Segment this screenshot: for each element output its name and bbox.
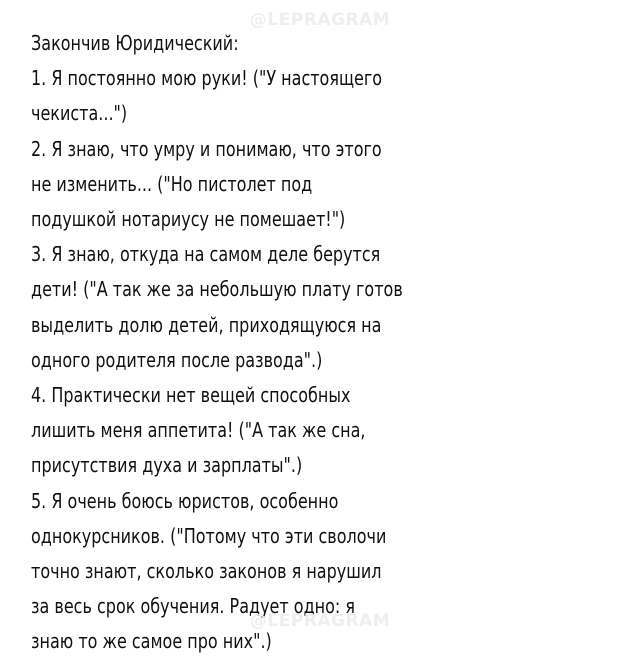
text-line-heading: Закончив Юридический: — [31, 31, 239, 55]
text-line: дети! ("А так же за небольшую плату готов — [31, 277, 403, 302]
text-line: точно знают, сколько законов я нарушил — [31, 559, 382, 584]
text-line: чекиста...") — [31, 101, 128, 126]
text-line: лишить меня аппетита! ("А так же сна, — [31, 418, 366, 443]
text-line: выделить долю детей, приходящуюся на — [31, 312, 382, 337]
text-line: присутствия духа и зарплаты".) — [31, 453, 303, 478]
text-line: 2. Я знаю, что умру и понимаю, что этого — [31, 136, 382, 161]
watermark-top: @LEPRAGRAM — [249, 10, 391, 30]
text-line: 5. Я очень боюсь юристов, особенно — [31, 488, 339, 513]
text-line: 3. Я знаю, откуда на самом деле берутся — [31, 242, 381, 267]
text-line: одного родителя после развода".) — [31, 347, 323, 372]
text-line: знаю то же самое про них".) — [31, 629, 272, 654]
post-text — [31, 26, 503, 660]
text-line: подушкой нотариусу не помешает!") — [31, 207, 346, 232]
text-line: однокурсников. ("Потому что эти сволочи — [31, 523, 387, 548]
text-line: 4. Практически нет вещей способных — [31, 383, 351, 408]
text-line: за весь срок обучения. Радует одно: я — [31, 594, 355, 619]
text-line: не изменить... ("Но пистолет под — [31, 171, 313, 196]
text-line: 1. Я постоянно мою руки! ("У настоящего — [31, 66, 383, 91]
watermark-bottom: @LEPRAGRAM — [249, 611, 391, 631]
